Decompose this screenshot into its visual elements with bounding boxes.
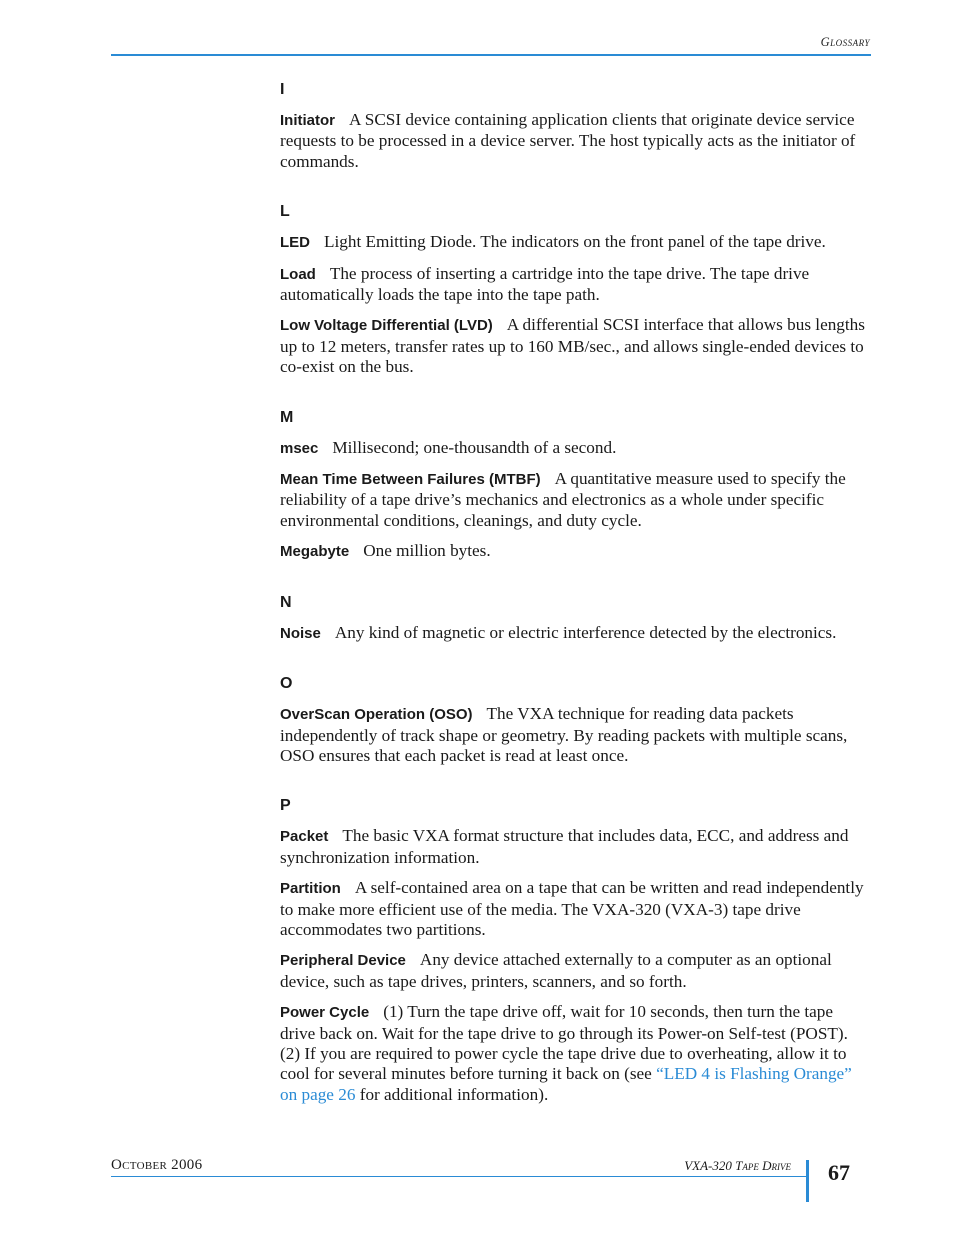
definition-oso: The VXA technique for reading data packets independently of track shape or geometry. By reading packets with multiple scans, OSO ensures that each packet is read at least once. xyxy=(280,704,848,765)
definition-megabyte: One million bytes. xyxy=(363,541,491,561)
glossary-entry-megabyte xyxy=(280,541,870,562)
glossary-entry-partition xyxy=(280,878,870,940)
section-letter-i: I xyxy=(280,81,285,98)
glossary-entry-initiator xyxy=(280,110,870,172)
definition-lvd: A differential SCSI interface that allows bus lengths up to 12 meters, transfer rates up to 160 MB/sec., and allows single-ended devices to co-exist on the bus. xyxy=(280,315,865,377)
definition-power-cycle-1: (1) Turn the tape drive off, wait for 10 seconds, then turn the tape drive back on. Wait for the tape drive to go through its Power-on Self-test (POST). xyxy=(280,1002,848,1043)
glossary-entry-power-cycle xyxy=(280,1002,870,1044)
term-power-cycle: Power Cycle xyxy=(280,1004,370,1022)
definition-power-cycle-2: (2) If you are required to power cycle the tape drive due to overheating, allow it to cool for several minutes before turning it back on (see xyxy=(280,1043,847,1084)
definition-initiator: A SCSI device containing application clients that originate device service requests to be processed in a device server. The host typically acts as the initiator of commands. xyxy=(280,110,856,171)
term-mtbf: Mean Time Between Failures (MTBF) xyxy=(280,471,541,489)
glossary-entry-packet xyxy=(280,826,870,868)
definition-noise: Any kind of magnetic or electric interference detected by the electronics. xyxy=(334,622,837,642)
term-peripheral-device: Peripheral Device xyxy=(280,952,406,970)
term-oso: OverScan Operation (OSO) xyxy=(280,706,473,724)
definition-led: Light Emitting Diode. The indicators on the front panel of the tape drive. xyxy=(324,232,826,252)
term-lvd: Low Voltage Differential (LVD) xyxy=(280,317,493,335)
section-letter-n: N xyxy=(280,593,292,611)
page-number: 67 xyxy=(828,1160,850,1185)
cross-reference-link[interactable]: “LED 4 is Flashing Orange” on page 26 xyxy=(280,1064,852,1104)
term-noise: Noise xyxy=(280,624,321,642)
glossary-content xyxy=(280,80,870,1105)
definition-peripheral-device: Any device attached externally to a computer as an optional device, such as tape drives, printers, scanners, and so forth. xyxy=(280,950,832,991)
glossary-entry-lvd xyxy=(280,315,870,377)
definition-partition: A self-contained area on a tape that can be written and read independently to make more efficient use of the media. The VXA-320 (VXA-3) tape drive accommodates two partitions. xyxy=(280,878,864,939)
section-letter-m: M xyxy=(280,408,294,426)
running-header: Glossary xyxy=(820,35,870,49)
term-msec: msec xyxy=(280,439,319,457)
glossary-entry-peripheral-device xyxy=(280,950,870,992)
footer-vertical-bar xyxy=(806,1160,809,1202)
glossary-entry-mtbf xyxy=(280,469,870,531)
glossary-entry-oso xyxy=(280,704,870,766)
footer-divider xyxy=(111,1176,808,1177)
glossary-entry-msec xyxy=(280,438,870,459)
definition-power-cycle-2-end: for additional information). xyxy=(355,1084,549,1104)
glossary-entry-noise xyxy=(280,623,870,644)
header-divider xyxy=(111,54,871,56)
term-megabyte: Megabyte xyxy=(280,543,350,561)
footer-date: October 2006 xyxy=(111,1157,203,1173)
definition-msec: Millisecond; one-thousandth of a second. xyxy=(332,437,617,457)
term-led: LED xyxy=(280,234,310,252)
term-initiator: Initiator xyxy=(280,112,335,129)
term-partition: Partition xyxy=(280,880,341,898)
glossary-entry-load xyxy=(280,264,870,306)
footer-product-name: VXA-320 Tape Drive xyxy=(684,1158,791,1173)
section-letter-o: O xyxy=(280,675,293,693)
glossary-entry-power-cycle-continued xyxy=(280,1044,870,1105)
definition-mtbf: A quantitative measure used to specify the reliability of a tape drive’s mechanics and electronics as a whole under specific environmental conditions, cleanings, and duty cycle. xyxy=(280,469,846,530)
definition-packet: The basic VXA format structure that includes data, ECC, and address and synchronization information. xyxy=(280,826,849,867)
section-letter-p: P xyxy=(280,797,291,815)
glossary-entry-led xyxy=(280,232,870,253)
term-load: Load xyxy=(280,265,316,283)
term-packet: Packet xyxy=(280,828,329,846)
section-letter-l: L xyxy=(280,203,290,221)
definition-load: The process of inserting a cartridge into the tape drive. The tape drive automatically loads the tape into the tape path. xyxy=(280,263,810,305)
